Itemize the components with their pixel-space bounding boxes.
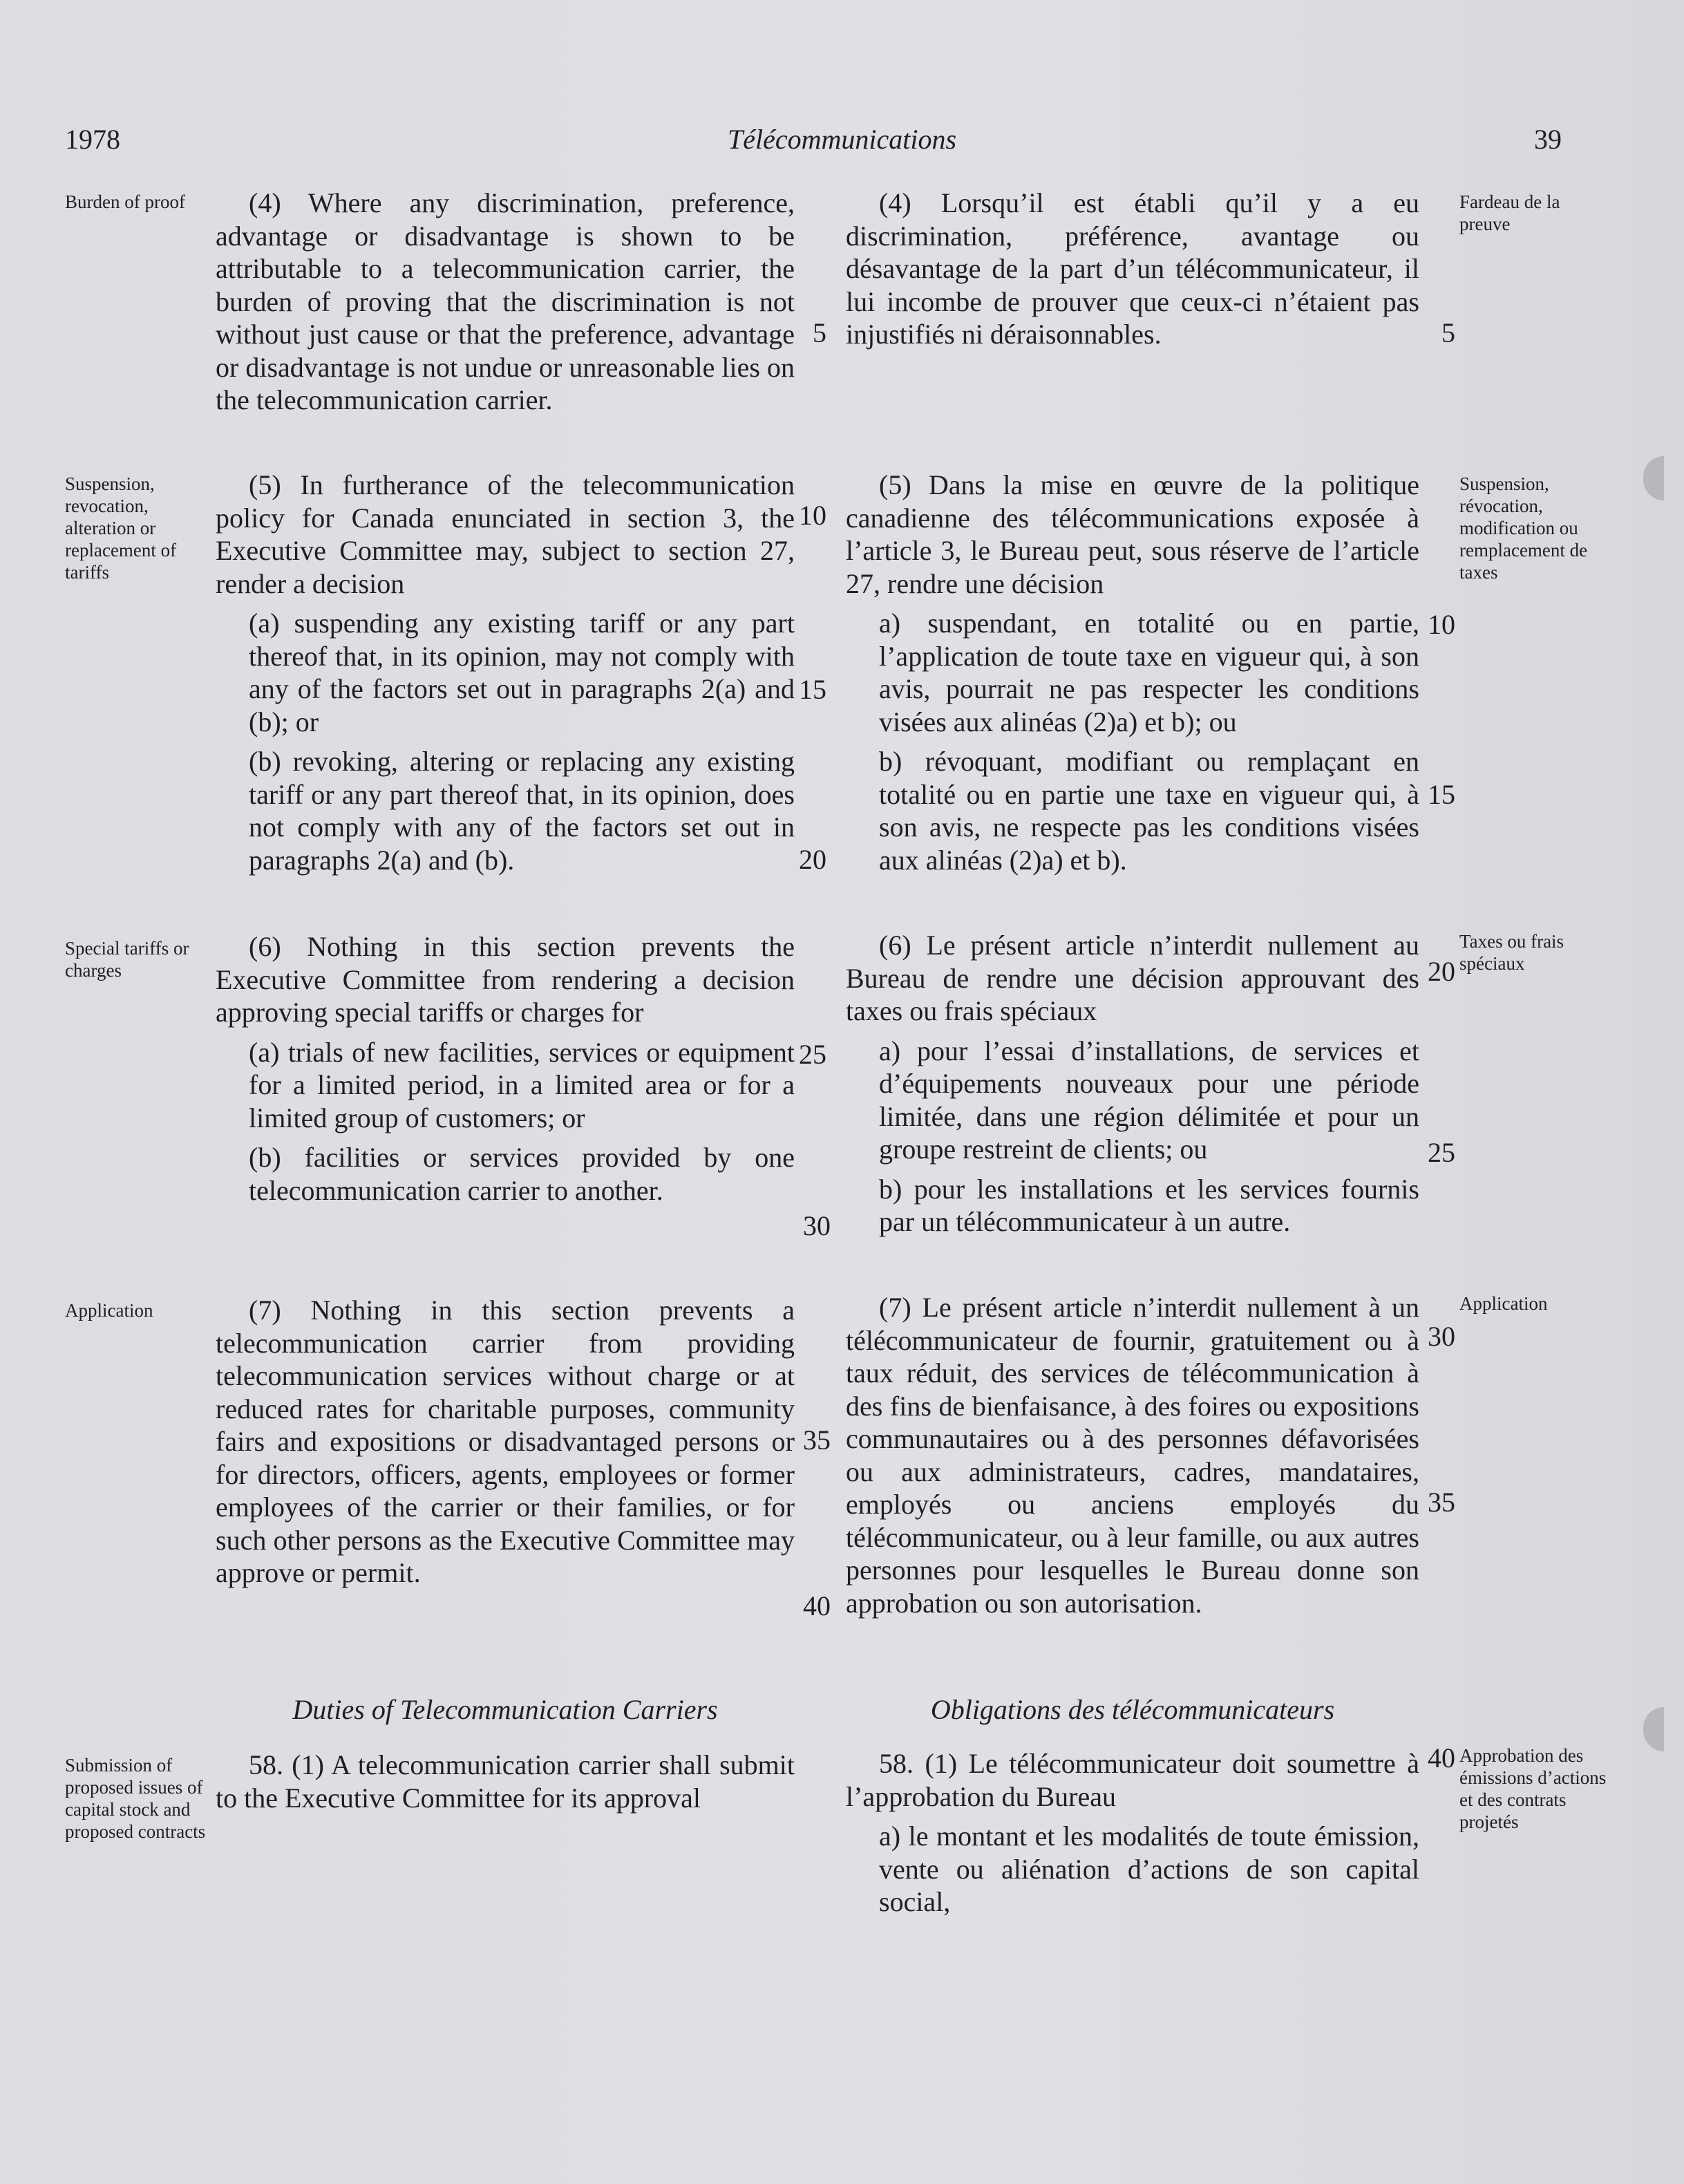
en-section-58 [216, 1749, 795, 1814]
margin-note-fr-6: Taxes ou frais spéciaux [1459, 931, 1564, 974]
margin-note-en-7: Application [65, 1300, 153, 1321]
line-number: 15 [799, 674, 826, 705]
line-number: 40 [1428, 1742, 1455, 1773]
line-number: 10 [799, 500, 826, 531]
paragraph: (7) Le présent article n’interdit nullement à un télécommunicateur de fournir, gratuitement ou à taux réduit, des services de télécommunication à des fins de bienfaisance, à des foires ou expositions communautaires ou à des personnes défavorisées ou aux administrateurs, cadres, mandataires, employés ou anciens employés du télécommunicateur, ou à leur famille, ou aux autres personnes pour lesquelles le Bureau donne son approbation ou son autorisation. [846, 1292, 1419, 1619]
margin-note-fr-4: Fardeau de la preuve [1459, 191, 1560, 234]
en-subsection-7 [216, 1294, 795, 1590]
en-subsection-5 [216, 469, 795, 876]
line-number: 35 [803, 1424, 831, 1456]
margin-note-en-6: Special tariffs or charges [65, 938, 189, 981]
line-number: 30 [803, 1210, 831, 1241]
fr-subsection-4 [846, 187, 1419, 351]
en-section-heading: Duties of Telecommunication Carriers [292, 1694, 718, 1725]
binder-hole [1643, 1707, 1664, 1751]
paragraph-item: (a) trials of new facilities, services or equipment for a limited period, in a limited area or for a limited group of customers; or [249, 1036, 795, 1133]
fr-subsection-7 [846, 1291, 1419, 1619]
paragraph: (7) Nothing in this section prevents a telecommunication carrier from providing telecommunication services without charge or at reduced rates for charitable purposes, community fairs and expositions or disadvantaged persons or for directors, officers, agents, employees or former employees of the carrier or their families, or for such other persons as the Executive Committee may approve or permit. [216, 1295, 795, 1588]
margin-note-fr-5: Suspension, révocation, modification ou remplacement de taxes [1459, 473, 1588, 583]
line-number: 5 [1441, 317, 1455, 348]
line-number: 15 [1428, 779, 1455, 810]
fr-subsection-5 [846, 469, 1419, 876]
line-number: 40 [803, 1590, 831, 1621]
margin-note-fr-7: Application [1459, 1293, 1548, 1314]
paragraph-item: (b) revoking, altering or replacing any existing tariff or any part thereof that, in its opinion, does not comply with any of the factors set out in paragraphs 2(a) and (b). [249, 746, 795, 876]
line-number: 25 [799, 1039, 826, 1070]
header-year: 1978 [65, 124, 120, 155]
paragraph-item: b) révoquant, modifiant ou remplaçant en totalité ou en partie une taxe en vigueur qui, à son avis, ne respecte pas les conditions visées aux alinéas (2)a) et b). [879, 746, 1419, 876]
paragraph-item: (b) facilities or services provided by one telecommunication carrier to another. [249, 1142, 795, 1206]
paragraph-item: a) suspendant, en totalité ou en partie, l’application de toute taxe en vigueur qui, à son avis, pourrait ne pas respecter les conditions visées aux alinéas (2)a) et b); ou [879, 608, 1419, 737]
margin-note-en-58: Submission of proposed issues of capital stock and proposed contracts [65, 1755, 206, 1842]
line-number: 20 [1428, 956, 1455, 987]
paragraph: 58. (1) Le télécommunicateur doit soumettre à l’approbation du Bureau [846, 1748, 1419, 1812]
line-number: 35 [1428, 1487, 1455, 1518]
paragraph: (4) Lorsqu’il est établi qu’il y a eu discrimination, préférence, avantage ou désavantage de la part d’un télécommunicateur, il lui incombe de prouver que ceux-ci n’étaient pas injustifiés ni déraisonnables. [846, 187, 1419, 350]
paragraph: (6) Nothing in this section prevents the Executive Committee from rendering a decision approving special tariffs or charges for [216, 931, 795, 1028]
paragraph: (5) In furtherance of the telecommunication policy for Canada enunciated in section 3, the Executive Committee may, subject to section 27, render a decision [216, 469, 795, 599]
line-number: 5 [813, 317, 826, 348]
margin-note-en-5: Suspension, revocation, alteration or replacement of tariffs [65, 473, 177, 583]
line-number: 25 [1428, 1137, 1455, 1168]
binder-hole [1643, 456, 1664, 500]
line-number: 10 [1428, 609, 1455, 640]
en-subsection-4 [216, 187, 795, 417]
paragraph: 58. (1) A telecommunication carrier shall submit to the Executive Committee for its approval [216, 1749, 795, 1814]
fr-section-58 [846, 1747, 1419, 1919]
paragraph-item: a) pour l’essai d’installations, de services et d’équipements nouveaux pour une période limitée, dans une région délimitée et pour un groupe restreint de clients; ou [879, 1035, 1419, 1165]
fr-section-heading: Obligations des télécommunicateurs [930, 1694, 1335, 1725]
paragraph: (5) Dans la mise en œuvre de la politique canadienne des télécommunications exposée à l’article 3, le Bureau peut, sous réserve de l’article 27, rendre une décision [846, 469, 1419, 599]
paragraph-item: (a) suspending any existing tariff or any part thereof that, in its opinion, may not comply with any of the factors set out in paragraphs 2(a) and (b); or [249, 608, 795, 737]
margin-note-en-4: Burden of proof [65, 191, 185, 212]
paragraph: (4) Where any discrimination, preference, advantage or disadvantage is shown to be attributable to a telecommunication carrier, the burden of proving that the discrimination is not without just cause or that the preference, advantage or disadvantage is not undue or unreasonable lies on the telecommunication carrier. [216, 187, 795, 415]
en-subsection-6 [216, 930, 795, 1207]
margin-note-fr-58: Approbation des émissions d’actions et des contrats projetés [1459, 1745, 1607, 1832]
paragraph-item: a) le montant et les modalités de toute émission, vente ou aliénation d’actions de son capital social, [879, 1820, 1419, 1917]
line-number: 30 [1428, 1321, 1455, 1352]
paragraph-item: b) pour les installations et les services fournis par un télécommunicateur à un autre. [879, 1173, 1419, 1237]
header-title: Télécommunications [727, 124, 957, 155]
paragraph: (6) Le présent article n’interdit nullement au Bureau de rendre une décision approuvant des taxes ou frais spéciaux [846, 930, 1419, 1026]
fr-subsection-6 [846, 929, 1419, 1239]
page-number: 39 [1534, 124, 1562, 155]
line-number: 20 [799, 844, 826, 875]
